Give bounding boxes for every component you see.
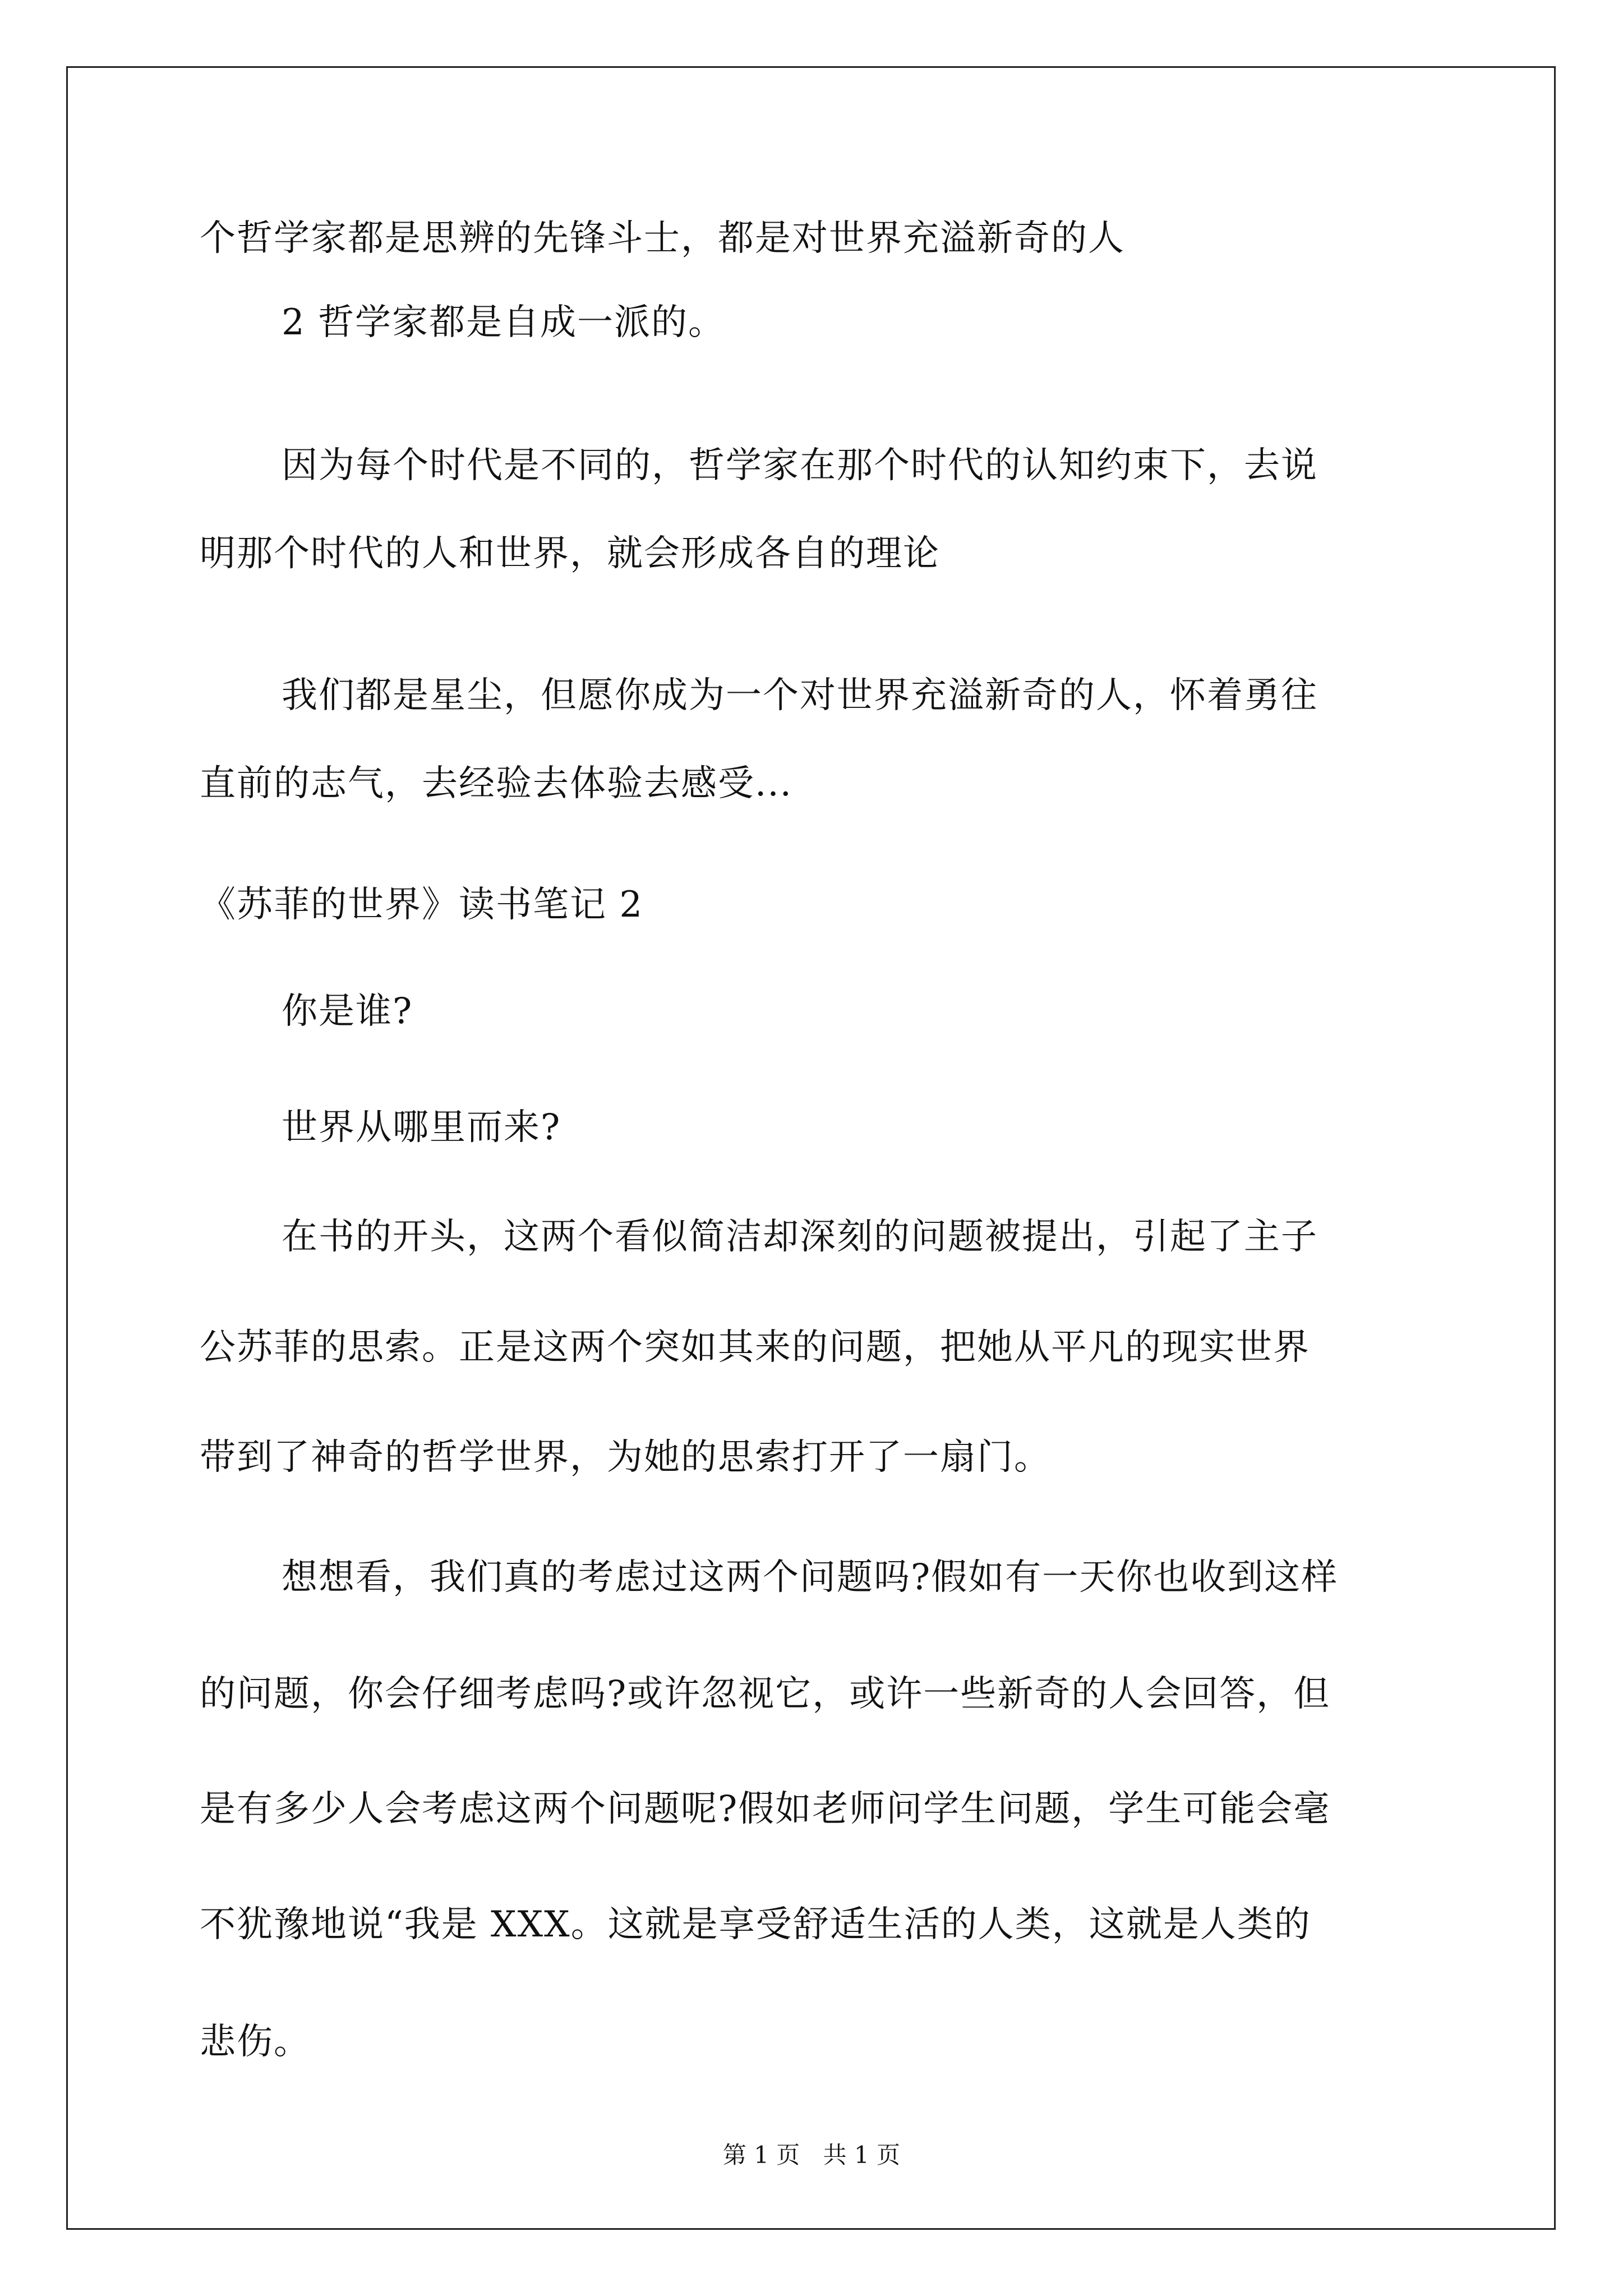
text-line: 因为每个时代是不同的，哲学家在那个时代的认知约束下，去说 [282, 445, 1318, 486]
text-line: 世界从哪里而来? [282, 1107, 561, 1148]
page-number: 第 1 页 [722, 2141, 800, 2169]
text-line: 不犹豫地说“我是 XXX。这就是享受舒适生活的人类，这就是人类的 [200, 1904, 1311, 1945]
text-line: 2 哲学家都是自成一派的。 [282, 302, 726, 343]
text-line: 悲伤。 [200, 2021, 311, 2063]
text-line: 明那个时代的人和世界，就会形成各自的理论 [200, 533, 940, 574]
text-line: 个哲学家都是思辨的先锋斗士，都是对世界充溢新奇的人 [200, 218, 1125, 259]
section-heading: 《苏菲的世界》读书笔记 2 [200, 884, 644, 926]
page-footer [0, 2138, 1623, 2172]
text-line: 带到了神奇的哲学世界，为她的思索打开了一扇门。 [200, 1437, 1051, 1478]
text-line: 在书的开头，这两个看似简洁却深刻的问题被提出，引起了主子 [282, 1216, 1318, 1258]
text-line: 你是谁? [282, 991, 413, 1032]
page-total: 共 1 页 [823, 2141, 901, 2169]
text-line: 我们都是星尘，但愿你成为一个对世界充溢新奇的人，怀着勇往 [282, 675, 1318, 716]
text-line: 想想看，我们真的考虑过这两个问题吗?假如有一天你也收到这样 [282, 1557, 1339, 1598]
text-line: 是有多少人会考虑这两个问题呢?假如老师问学生问题，学生可能会毫 [200, 1788, 1331, 1830]
text-line: 的问题，你会仔细考虑吗?或许忽视它，或许一些新奇的人会回答，但 [200, 1673, 1331, 1715]
text-line: 公苏菲的思索。正是这两个突如其来的问题，把她从平凡的现实世界 [200, 1327, 1310, 1368]
text-line: 直前的志气，去经验去体验去感受... [200, 763, 793, 804]
